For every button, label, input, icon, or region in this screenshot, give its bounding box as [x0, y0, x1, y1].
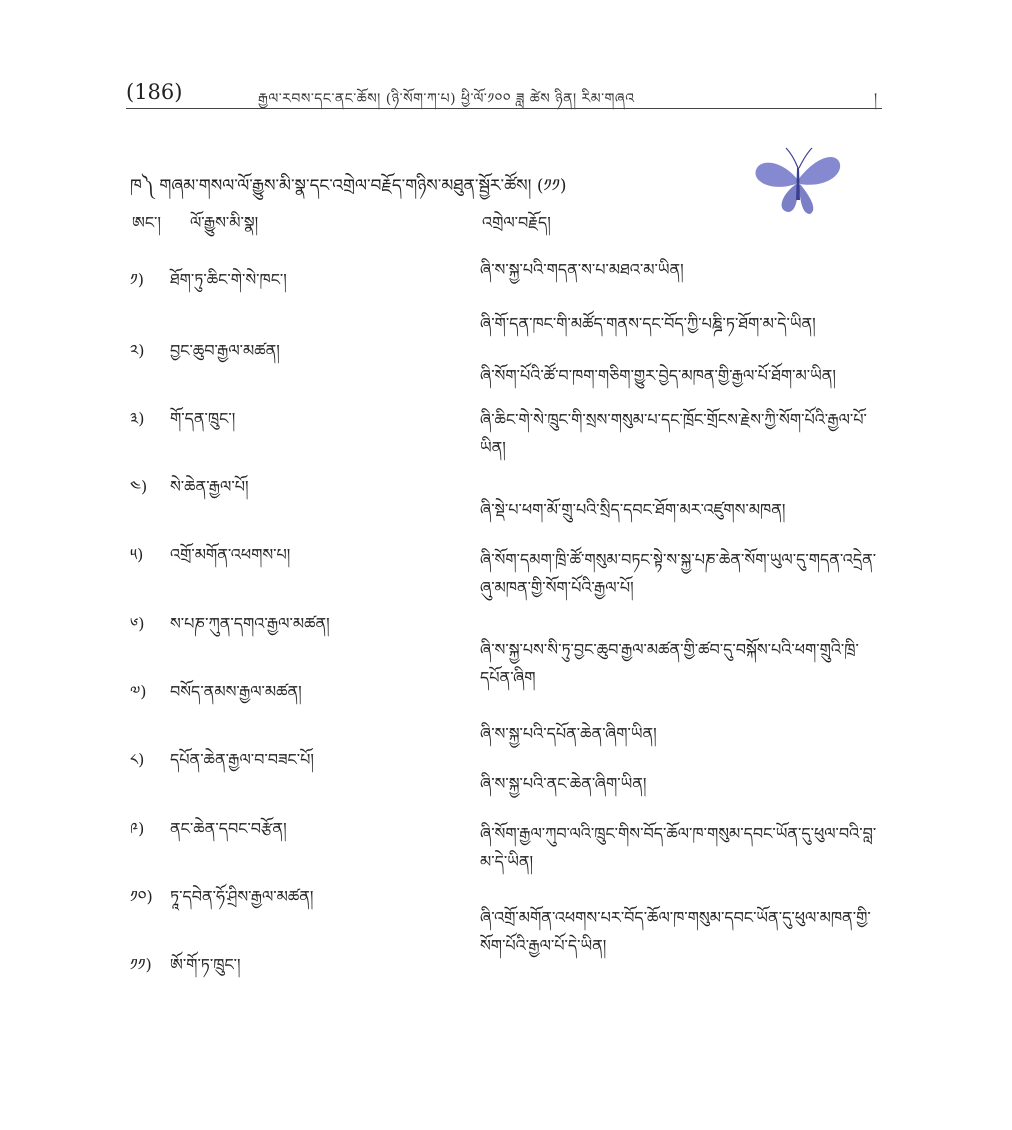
item-number: ༧): [130, 682, 147, 701]
item-name: དཔོན་ཆེན་རྒྱལ་བ་བཟང་པོ།: [170, 750, 314, 769]
butterfly-icon: [752, 140, 844, 216]
item-name: འགྲོ་མགོན་འཕགས་པ།: [170, 545, 291, 564]
column-header-name: ལོ་རྒྱུས་མི་སྣ།: [190, 213, 259, 232]
item-name: ས་པཎ་ཀུན་དགའ་རྒྱལ་མཚན།: [170, 614, 330, 633]
translation-item: ཞི་ས་སྐྱ་པའི་གདན་ས་པ་མཐའ་མ་ཡིན།: [480, 260, 684, 279]
item-name: གོ་དན་ཁྲུང་།: [170, 409, 236, 428]
translation-item: ཞི་སོག་པོའི་ཚོ་བ་ཁག་གཅིག་གྱུར་བྱེད་མཁན་གྱི་རྒྱལ་པོ་ཐོག་མ་ཡིན།: [480, 366, 836, 385]
item-number: ༤): [130, 477, 148, 496]
running-title: རྒྱལ་རབས་དང་ནང་ཆོས། (ཉི་སོག་ཀ་པ) ཕྱི་ལོ་༡༠༠ ཟླ ཚེས ཉིན། རིམ་གཞའ: [258, 91, 635, 107]
item-name: སེ་ཆེན་རྒྱལ་པོ།: [170, 477, 249, 496]
item-number: ༦): [130, 614, 145, 633]
header-mark: །: [874, 91, 878, 107]
list-item: [130, 947, 241, 992]
list-item: [130, 401, 235, 446]
item-number: ༡༠): [130, 887, 153, 906]
translation-item: ཞི་སོག་དམག་ཁྲི་ཚོ་གསུམ་བཏང་སྟེ་ས་སྐྱ་པཎ་ཆེན་སོག་ཡུལ་དུ་གདན་འདྲེན་ཞུ་མཁན་གྱི་སོག་པོའི་རྒྱལ་པོ།: [480, 550, 877, 597]
item-number: ༣): [130, 409, 145, 428]
item-name: ཨོ་གོ་ཏ་ཁྲུང་།: [170, 955, 241, 974]
list-item: [130, 262, 287, 307]
item-number: ༩): [130, 819, 145, 838]
column-header-number: ཨང་།: [132, 213, 161, 232]
item-name: བྱང་ཆུབ་རྒྱལ་མཚན།: [170, 341, 280, 360]
list-item: [130, 811, 287, 856]
translation-item: ཞི་གོ་དན་ཁང་གི་མཚོད་གནས་དང་བོད་ཀྱི་པཎྜི་ཏ་ཐོག་མ་དེ་ཡིན།: [480, 314, 816, 333]
item-number: ༡༡): [130, 955, 152, 974]
item-number: ༨): [130, 750, 145, 769]
translation-item: ཞི་སོག་རྒྱལ་ཀུབ་ལའི་ཁྲུང་གིས་བོད་ཆོལ་ཁ་གསུམ་དབང་ཡོན་དུ་ཕུལ་བའི་བླ་མ་དེ་ཡིན།: [480, 824, 877, 871]
list-item: [130, 537, 290, 582]
item-number: ༥): [130, 545, 144, 564]
column-header-translation: འགྲེལ་བརྗོད།: [482, 213, 551, 232]
list-item: [130, 469, 249, 514]
item-name: ཐོག་ཏུ་ཆིང་གེ་སེ་ཁང་།: [170, 270, 287, 289]
list-item: [130, 879, 313, 924]
list-item: [130, 742, 314, 787]
item-name: ཏཱ་དབེན་ཧོ་ཤྲིས་རྒྱལ་མཚན།: [170, 887, 314, 906]
translation-item: ཞི་འགྲོ་མགོན་འཕགས་པར་བོད་ཆོལ་ཁ་གསུམ་དབང་ཡོན་དུ་ཕུལ་མཁན་གྱི་སོག་པོའི་རྒྱལ་པོ་དེ་ཡིན།: [480, 908, 871, 955]
translation-item: ཞི་ཆིང་གེ་སེ་ཁྲུང་གི་སྲས་གསུམ་པ་དང་ཁྲོང་གྲོངས་རྗེས་ཀྱི་སོག་པོའི་རྒྱལ་པོ་ཡིན།: [480, 410, 867, 457]
item-number: ༡): [130, 270, 144, 289]
item-number: ༢): [130, 341, 145, 360]
item-name: བསོད་ནམས་རྒྱལ་མཚན།: [170, 682, 302, 701]
list-item: [130, 674, 302, 719]
translation-item: ཞི་ས་སྐྱ་པའི་ནང་ཆེན་ཞིག་ཡིན།: [480, 774, 647, 793]
header-rule: [126, 108, 882, 109]
translation-item: ཞི་ས་སྐྱ་པས་སི་ཏུ་བྱང་ཆུབ་རྒྱལ་མཚན་གྱི་ཚབ་དུ་བསྐོས་པའི་ཕག་གྲུའི་ཁྲི་དཔོན་ཞིག: [480, 640, 859, 687]
translation-item: ཞི་སྡེ་པ་ཕག་མོ་གྲུ་པའི་སྲིད་དབང་ཐོག་མར་འཛུགས་མཁན།: [480, 500, 786, 519]
translation-item: ཞི་ས་སྐྱ་པའི་དཔོན་ཆེན་ཞིག་ཡིན།: [480, 724, 657, 743]
list-item: [130, 333, 280, 378]
item-name: ནང་ཆེན་དབང་བརྩོན།: [170, 819, 287, 838]
butterfly-wings: [755, 148, 840, 214]
list-item: [130, 606, 330, 651]
section-title: ཁ༽ གཞམ་གསལ་ལོ་རྒྱུས་མི་སྣ་དང་འགྲེལ་བརྗོད་གཉིས་མཐུན་སྦྱོར་ཚོས། (༡༡): [130, 176, 567, 196]
page-number: (186): [126, 80, 183, 104]
